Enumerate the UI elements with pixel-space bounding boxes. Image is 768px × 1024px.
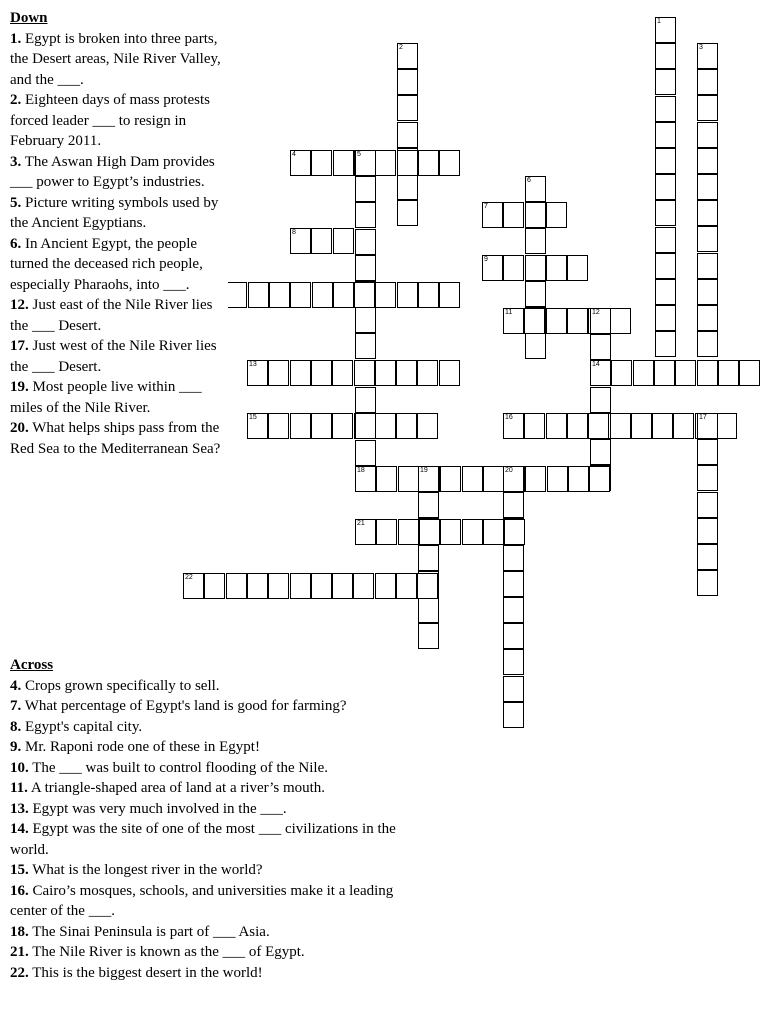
cell-number: 5 [357,151,361,158]
grid-cell[interactable] [567,255,588,281]
grid-cell[interactable] [525,228,546,254]
clue-text: Just east of the Nile River lies the ___ Desert. [10,297,213,334]
grid-cell[interactable] [655,279,676,305]
clue-number: 3. [10,153,22,170]
grid-cell[interactable] [673,413,694,439]
clue-number: 20. [10,420,29,436]
grid-cell[interactable] [588,413,609,439]
down-clue [10,152,228,193]
grid-cell[interactable] [503,413,524,439]
cell-number: 7 [484,203,488,210]
down-clue [10,377,228,418]
grid-cell[interactable] [439,360,460,386]
cell-number: 19 [420,467,428,474]
clue-text: Just west of the Nile River lies the ___ Desert. [10,338,217,375]
grid-cell[interactable] [417,573,438,599]
grid-cell[interactable] [396,360,417,386]
clue-text: Most people live within ___ miles of the Nile River. [10,379,202,416]
clue-number: 22. [10,964,29,981]
across-clue-list [10,676,420,984]
cell-number: 17 [699,414,707,421]
grid-cell[interactable] [675,360,696,386]
grid-cell[interactable] [697,331,718,357]
clue-text: What percentage of Egypt's land is good for farming? [21,698,347,714]
grid-cell[interactable] [697,544,718,570]
grid-cell[interactable] [590,360,611,386]
grid-cell[interactable] [247,360,268,386]
grid-cell[interactable] [268,573,289,599]
grid-cell[interactable] [697,492,718,518]
clue-text: Picture writing symbols used by the Ancient Egyptians. [10,194,219,231]
grid-cell[interactable] [655,331,676,357]
grid-cell[interactable] [567,308,588,334]
grid-cell[interactable] [610,308,631,334]
grid-cell[interactable] [568,466,589,492]
grid-cell[interactable] [503,202,524,228]
grid-cell[interactable] [226,573,247,599]
grid-cell[interactable] [396,573,417,599]
grid-cell[interactable] [354,360,375,386]
clue-text: Eighteen days of mass protests forced leader ___ to resign in February 2011. [10,92,210,149]
grid-cell[interactable] [440,519,461,545]
clue-text: Mr. Raponi rode one of these in Egypt! [21,739,260,755]
grid-cell[interactable] [333,282,354,308]
grid-cell[interactable] [697,439,718,465]
grid-cell[interactable] [353,573,374,599]
grid-cell[interactable] [354,282,375,308]
grid-cell[interactable] [462,466,483,492]
grid-cell[interactable] [655,43,676,69]
grid-cell[interactable] [504,519,525,545]
clue-number: 13. [10,800,29,817]
grid-cell[interactable] [697,200,718,226]
across-heading: Across [10,657,54,673]
grid-cell[interactable] [247,413,268,439]
grid-cell[interactable] [631,413,652,439]
grid-cell[interactable] [546,202,567,228]
grid-cell[interactable] [633,360,654,386]
grid-cell[interactable] [311,150,332,176]
clue-number: 9. [10,739,22,755]
clue-number: 11. [10,780,28,796]
grid-cell[interactable] [397,95,418,121]
grid-cell[interactable] [396,413,417,439]
across-clue [10,819,420,860]
cell-number: 4 [292,151,296,158]
cell-number: 11 [505,309,513,316]
grid-cell[interactable] [439,150,460,176]
grid-cell[interactable] [355,150,376,176]
clue-number: 16. [10,882,29,899]
grid-cell[interactable] [546,255,567,281]
grid-cell[interactable] [590,334,611,360]
grid-cell[interactable] [503,545,524,571]
grid-cell[interactable] [482,255,503,281]
grid-cell[interactable] [610,413,631,439]
clue-text: The Nile River is known as the ___ of Egypt. [28,944,305,960]
clue-number: 7. [10,698,22,714]
clue-text: The ___ was built to control flooding of the Nile. [28,759,329,776]
grid-cell[interactable] [739,360,760,386]
down-clue [10,90,228,152]
grid-cell[interactable] [418,492,439,518]
grid-cell[interactable] [332,413,353,439]
grid-cell[interactable] [697,95,718,121]
grid-cell[interactable] [375,282,396,308]
clue-text: Crops grown specifically to sell. [21,677,220,694]
cell-number: 6 [527,177,531,184]
grid-cell[interactable] [716,413,737,439]
across-clue [10,717,420,738]
grid-cell[interactable] [418,150,439,176]
grid-cell[interactable] [397,43,418,69]
cell-number: 21 [357,520,365,527]
clue-number: 17. [10,338,29,354]
grid-cell[interactable] [483,466,504,492]
grid-cell[interactable] [697,43,718,69]
grid-cell[interactable] [655,253,676,279]
grid-cell[interactable] [418,623,439,649]
cell-number: 20 [505,467,513,474]
grid-cell[interactable] [503,255,524,281]
clue-text: A triangle-shaped area of land at a river’s mouth. [27,780,326,796]
grid-cell[interactable] [589,466,610,492]
clue-number: 2. [10,92,22,108]
grid-cell[interactable] [655,69,676,95]
across-clue [10,758,420,779]
grid-cell[interactable] [652,413,673,439]
grid-cell[interactable] [655,200,676,226]
grid-cell[interactable] [398,466,419,492]
grid-cell[interactable] [332,360,353,386]
grid-cell[interactable] [418,597,439,623]
cell-number: 12 [592,309,600,316]
grid-cell[interactable] [525,281,546,307]
grid-cell[interactable] [375,360,396,386]
clue-number: 12. [10,297,29,313]
grid-cell[interactable] [590,387,611,413]
grid-cell[interactable] [655,174,676,200]
clue-text: Egypt is broken into three parts, the Desert areas, Nile River Valley, and the ___. [10,30,221,88]
grid-cell[interactable] [312,282,333,308]
grid-cell[interactable] [355,519,376,545]
grid-cell[interactable] [654,360,675,386]
clue-number: 4. [10,677,22,694]
across-clue [10,799,420,820]
grid-cell[interactable] [419,519,440,545]
across-clue [10,860,420,881]
grid-cell[interactable] [503,597,524,623]
grid-cell[interactable] [697,69,718,95]
grid-cell[interactable] [355,387,376,413]
grid-cell[interactable] [697,279,718,305]
grid-cell[interactable] [311,360,332,386]
grid-cell[interactable] [355,466,376,492]
grid-cell[interactable] [375,413,396,439]
grid-cell[interactable] [655,96,676,122]
grid-cell[interactable] [398,519,419,545]
down-clue [10,193,228,234]
across-clue [10,881,420,922]
grid-cell[interactable] [290,150,311,176]
clue-text: The Sinai Peninsula is part of ___ Asia. [28,923,270,940]
grid-cell[interactable] [376,519,397,545]
cell-number: 14 [592,361,600,368]
across-clue [10,737,420,758]
grid-cell[interactable] [697,360,718,386]
clue-text: Egypt was very much involved in the ___. [28,800,287,817]
grid-cell[interactable] [697,465,718,491]
grid-cell[interactable] [355,307,376,333]
across-clue [10,696,420,717]
down-clue [10,418,228,459]
grid-cell[interactable] [525,176,546,202]
grid-cell[interactable] [355,333,376,359]
grid-cell[interactable] [697,253,718,279]
grid-cell[interactable] [290,282,311,308]
grid-cell[interactable] [397,174,418,200]
grid-cell[interactable] [355,229,376,255]
grid-cell[interactable] [355,413,376,439]
down-heading: Down [10,10,48,26]
grid-cell[interactable] [355,176,376,202]
grid-cell[interactable] [547,466,568,492]
grid-cell[interactable] [482,202,503,228]
clue-number: 1. [10,30,22,47]
grid-cell[interactable] [397,282,418,308]
cell-number: 2 [399,44,403,51]
cell-number: 22 [185,574,193,581]
grid-cell[interactable] [697,148,718,174]
grid-cell[interactable] [611,360,632,386]
across-clue [10,942,420,963]
grid-cell[interactable] [440,466,461,492]
grid-cell[interactable] [269,282,290,308]
grid-cell[interactable] [525,202,546,228]
grid-cell[interactable] [333,228,354,254]
cell-number: 15 [249,414,257,421]
grid-cell[interactable] [718,360,739,386]
grid-cell[interactable] [503,466,524,492]
clue-number: 18. [10,923,29,940]
clue-number: 21. [10,944,29,960]
grid-cell[interactable] [290,360,311,386]
grid-cell[interactable] [503,492,524,518]
clue-text: Egypt's capital city. [21,718,143,735]
grid-cell[interactable] [247,573,268,599]
clue-number: 19. [10,379,29,395]
grid-cell[interactable] [417,360,438,386]
grid-cell[interactable] [375,150,396,176]
grid-cell[interactable] [268,413,289,439]
grid-cell[interactable] [332,573,353,599]
clue-text: In Ancient Egypt, the people turned the deceased rich people, especially Pharaohs, into ___. [10,235,203,293]
across-clue [10,963,420,984]
grid-cell[interactable] [418,545,439,571]
grid-cell[interactable] [311,573,332,599]
cell-number: 3 [699,44,703,51]
clue-text: Cairo’s mosques, schools, and universities make it a leading center of the ___. [10,882,394,919]
grid-cell[interactable] [697,122,718,148]
grid-cell[interactable] [655,122,676,148]
grid-cell[interactable] [503,308,524,334]
grid-cell[interactable] [546,413,567,439]
grid-cell[interactable] [524,308,545,334]
down-clue [10,29,228,91]
grid-cell[interactable] [525,466,546,492]
grid-cell[interactable] [226,282,247,308]
grid-cell[interactable] [655,227,676,253]
grid-cell[interactable] [355,255,376,281]
grid-cell[interactable] [525,333,546,359]
grid-cell[interactable] [525,255,546,281]
grid-cell[interactable] [524,413,545,439]
down-clue [10,336,228,377]
across-clue [10,922,420,943]
grid-cell[interactable] [697,226,718,252]
grid-cell[interactable] [290,413,311,439]
grid-cell[interactable] [397,122,418,148]
clue-number: 10. [10,759,29,776]
grid-cell[interactable] [268,360,289,386]
clue-text: The Aswan High Dam provides ___ power to Egypt’s industries. [10,153,215,190]
grid-cell[interactable] [697,305,718,331]
grid-cell[interactable] [590,308,611,334]
grid-cell[interactable] [503,649,524,675]
grid-cell[interactable] [418,466,439,492]
grid-cell[interactable] [503,702,524,728]
grid-cell[interactable] [697,174,718,200]
grid-cell[interactable] [567,413,588,439]
grid-cell[interactable] [248,282,269,308]
cell-number: 9 [484,256,488,263]
grid-cell[interactable] [503,676,524,702]
clue-number: 14. [10,821,29,837]
clue-text: What helps ships pass from the Red Sea to the Mediterranean Sea? [10,420,221,457]
grid-cell[interactable] [311,228,332,254]
grid-cell[interactable] [355,202,376,228]
grid-cell[interactable] [439,282,460,308]
grid-cell[interactable] [397,150,418,176]
grid-cell[interactable] [503,623,524,649]
grid-cell[interactable] [697,570,718,596]
grid-cell[interactable] [333,150,354,176]
cell-number: 16 [505,414,513,421]
grid-cell[interactable] [590,439,611,465]
grid-cell[interactable] [697,518,718,544]
grid-cell[interactable] [417,413,438,439]
clue-text: Egypt was the site of one of the most ___ civilizations in the world. [10,821,396,858]
down-clues-panel [10,8,228,459]
grid-cell[interactable] [462,519,483,545]
grid-cell[interactable] [204,573,225,599]
grid-cell[interactable] [655,305,676,331]
grid-cell[interactable] [311,413,332,439]
clue-number: 15. [10,862,29,878]
grid-cell[interactable] [376,466,397,492]
down-clue-list [10,29,228,460]
down-clue [10,295,228,336]
clue-number: 6. [10,235,22,252]
cell-number: 1 [657,18,661,25]
grid-cell[interactable] [355,440,376,466]
across-clue [10,778,420,799]
cell-number: 8 [292,229,296,236]
grid-cell[interactable] [546,308,567,334]
across-clues-panel [10,655,420,983]
down-clue [10,234,228,296]
grid-cell[interactable] [290,228,311,254]
grid-cell[interactable] [697,413,718,439]
clue-number: 5. [10,194,22,211]
grid-cell[interactable] [503,571,524,597]
grid-cell[interactable] [655,17,676,43]
grid-cell[interactable] [418,282,439,308]
clue-text: What is the longest river in the world? [28,862,263,878]
grid-cell[interactable] [183,573,204,599]
grid-cell[interactable] [655,148,676,174]
cell-number: 18 [357,467,365,474]
grid-cell[interactable] [397,69,418,95]
clue-text: This is the biggest desert in the world! [28,964,263,981]
grid-cell[interactable] [375,573,396,599]
grid-cell[interactable] [290,573,311,599]
clue-number: 8. [10,718,22,735]
grid-cell[interactable] [483,519,504,545]
across-clue [10,676,420,697]
cell-number: 13 [249,361,257,368]
grid-cell[interactable] [397,200,418,226]
